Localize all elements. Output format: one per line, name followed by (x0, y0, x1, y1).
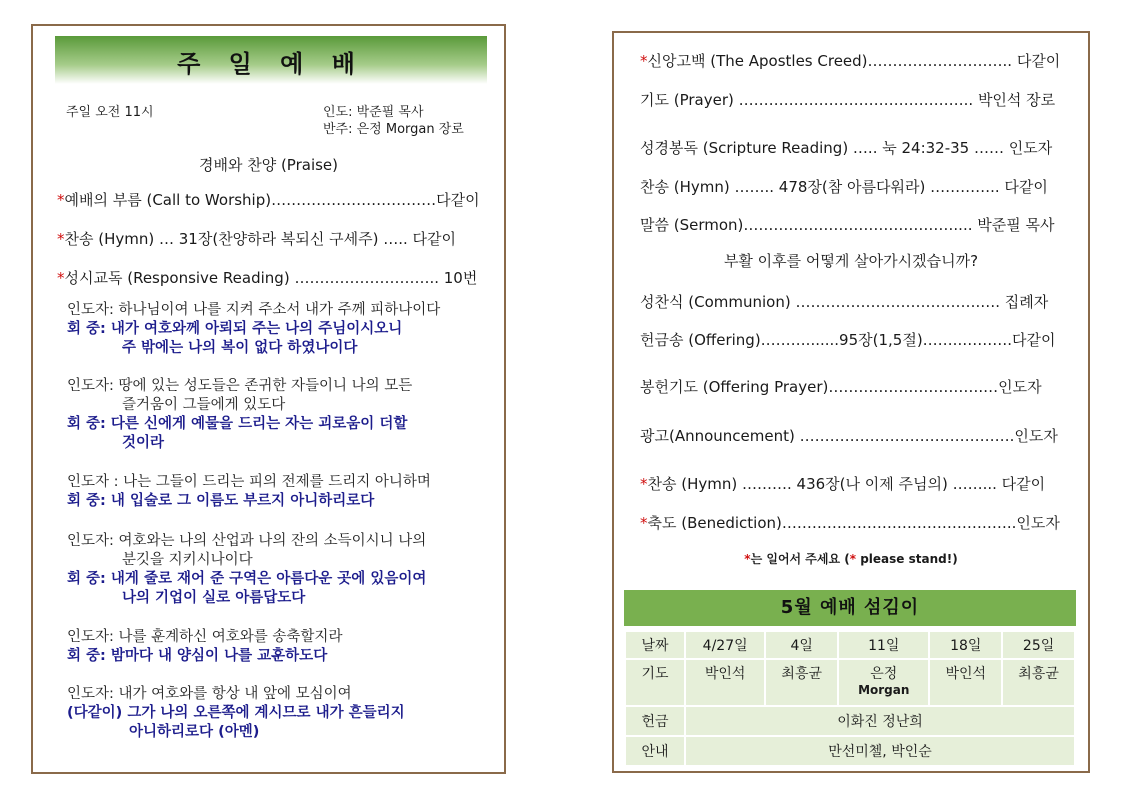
reading-congregation: 나의 기업이 실로 아름답도다 (122, 590, 306, 606)
order-item (640, 137, 1052, 158)
table-cell: 최흥균 (1002, 659, 1075, 706)
order-item-text: 찬송 (Hymn) … 31장(찬양하라 복되신 구세주) ….. 다같이 (64, 230, 457, 248)
reading-congregation: 회 중: 내게 줄로 재어 준 구역은 아름다운 곳에 있음이여 (67, 571, 427, 587)
stand-marker: * (640, 52, 648, 70)
right-panel (612, 31, 1090, 773)
table-cell: 박인석 (929, 659, 1002, 706)
order-item (640, 214, 1054, 235)
service-time: 주일 오전 11시 (66, 105, 154, 120)
table-header-cell: 날짜 (625, 631, 685, 659)
table-row (625, 659, 1075, 706)
order-item (57, 228, 456, 249)
order-item (640, 291, 1048, 312)
sermon-title (614, 250, 1088, 271)
reading-congregation: 회 중: 내 입술로 그 이름도 부르지 아니하리로다 (67, 493, 375, 509)
page-title: 주 일 예 배 (177, 50, 365, 78)
order-item-text: 성경봉독 (Scripture Reading) ….. 눅 24:32-35 …… 인도자 (640, 139, 1053, 157)
order-item-text: 헌금송 (Offering)……….......95장(1,5절)……..……….다같이 (640, 331, 1056, 349)
service-leader: 인도: 박준필 목사 (323, 105, 424, 120)
reading-congregation: 회 중: 밤마다 내 양심이 나를 교훈하도다 (67, 648, 328, 664)
stand-marker: * (57, 191, 65, 209)
order-item-text: 신앙고백 (The Apostles Creed)……………………….. 다같이 (647, 52, 1061, 70)
table-cell: 만선미첼, 박인순 (685, 736, 1075, 766)
reading-block (67, 685, 405, 742)
order-item (640, 512, 1060, 533)
reading-leader: 인도자 : 나는 그들이 드리는 피의 전제를 드리지 아니하며 (67, 474, 431, 490)
stand-marker: * (744, 552, 751, 566)
reading-congregation: (다같이) 그가 나의 오른쪽에 계시므로 내가 흔들리지 (67, 705, 405, 721)
reading-leader: 즐거움이 그들에게 있도다 (122, 397, 286, 413)
order-item (640, 376, 1042, 397)
table-header-cell: 18일 (929, 631, 1002, 659)
order-item-text: 광고(Announcement) …………………………………….인도자 (640, 427, 1058, 445)
stand-marker: * (57, 230, 65, 248)
reading-leader: 인도자: 땅에 있는 성도들은 존귀한 자들이니 나의 모든 (67, 378, 413, 394)
table-header-cell: 4일 (765, 631, 838, 659)
table-cell: 이화진 정난희 (685, 706, 1075, 736)
order-item-text: 성시교독 (Responsive Reading) ……………………….. 10번 (64, 269, 478, 287)
order-item (640, 50, 1060, 71)
cell-line: Morgan (858, 683, 910, 697)
table-header-cell: 11일 (838, 631, 929, 659)
reading-congregation: 아니하리로다 (아멘) (129, 724, 260, 740)
order-item-text: 찬송 (Hymn) …….. 478장(참 아름다워라) ………….. 다같이 (640, 178, 1048, 196)
reading-block (67, 628, 342, 666)
table-cell: 안내 (625, 736, 685, 766)
table-row (625, 631, 1075, 659)
order-item-text: 예배의 부름 (Call to Worship)……………………………다같이 (64, 191, 480, 209)
stand-note-text: please stand!) (856, 552, 958, 566)
schedule-title: 5월 예배 섬김이 (624, 590, 1076, 626)
reading-leader: 분깃을 지키시나이다 (122, 552, 253, 568)
reading-congregation: 주 밖에는 나의 복이 없다 하였나이다 (122, 340, 358, 356)
table-row (625, 736, 1075, 766)
reading-leader: 인도자: 나를 훈계하신 여호와를 송축할지라 (67, 629, 343, 645)
stand-note-text: 는 일어서 주세요 ( (750, 552, 850, 566)
stand-marker: * (57, 269, 65, 287)
reading-leader: 인도자: 하나님이여 나를 지켜 주소서 내가 주께 피하나이다 (67, 302, 441, 318)
order-item-text: 기도 (Prayer) ……………………………………….. 박인석 장로 (640, 91, 1056, 109)
reading-block (67, 473, 431, 511)
order-item-text: 말씀 (Sermon)…………………………………….... 박준필 목사 (640, 216, 1055, 234)
stand-marker: * (849, 552, 857, 566)
reading-leader: 인도자: 내가 여호와를 항상 내 앞에 모심이여 (67, 686, 352, 702)
order-item-text: 성찬식 (Communion) ……………………………….…. 집례자 (640, 293, 1049, 311)
reading-block (67, 532, 426, 608)
stand-marker: * (640, 514, 648, 532)
order-item-text: 축도 (Benediction)………………………………………..인도자 (647, 514, 1060, 532)
left-panel (31, 24, 506, 774)
section-heading: 경배와 찬양 (Praise) (198, 156, 339, 174)
order-item (640, 329, 1055, 350)
schedule-table (624, 630, 1076, 767)
table-cell: 박인석 (685, 659, 765, 706)
reading-leader: 인도자: 여호와는 나의 산업과 나의 잔의 소득이시니 나의 (67, 533, 427, 549)
reading-block (67, 301, 440, 358)
sermon-title-text: 부활 이후를 어떻게 살아가시겠습니까? (723, 252, 979, 270)
table-cell (838, 659, 929, 706)
table-cell: 최흥균 (765, 659, 838, 706)
table-header-cell: 4/27일 (685, 631, 765, 659)
stand-note (614, 550, 1088, 567)
service-accompanist: 반주: 은정 Morgan 장로 (323, 122, 464, 137)
order-item (640, 473, 1045, 494)
table-cell: 기도 (625, 659, 685, 706)
order-item (57, 267, 477, 288)
order-item-text: 찬송 (Hymn) ………. 436장(나 이제 주님의) ……... 다같이 (647, 475, 1046, 493)
order-item (640, 425, 1058, 446)
reading-congregation: 것이라 (122, 435, 165, 451)
table-cell: 헌금 (625, 706, 685, 736)
reading-congregation: 회 중: 다른 신에게 예물을 드리는 자는 괴로움이 더할 (67, 416, 408, 432)
order-item (640, 89, 1055, 110)
order-item-text: 봉헌기도 (Offering Prayer)………………………….…인도자 (640, 378, 1042, 396)
cell-line: 은정 (870, 666, 898, 682)
table-row (625, 706, 1075, 736)
order-item (640, 176, 1048, 197)
table-header-cell: 25일 (1002, 631, 1075, 659)
reading-block (67, 377, 412, 453)
reading-congregation: 회 중: 내가 여호와께 아뢰되 주는 나의 주님이시오니 (67, 321, 403, 337)
order-item (57, 189, 480, 210)
stand-marker: * (640, 475, 648, 493)
title-bar (55, 36, 487, 84)
